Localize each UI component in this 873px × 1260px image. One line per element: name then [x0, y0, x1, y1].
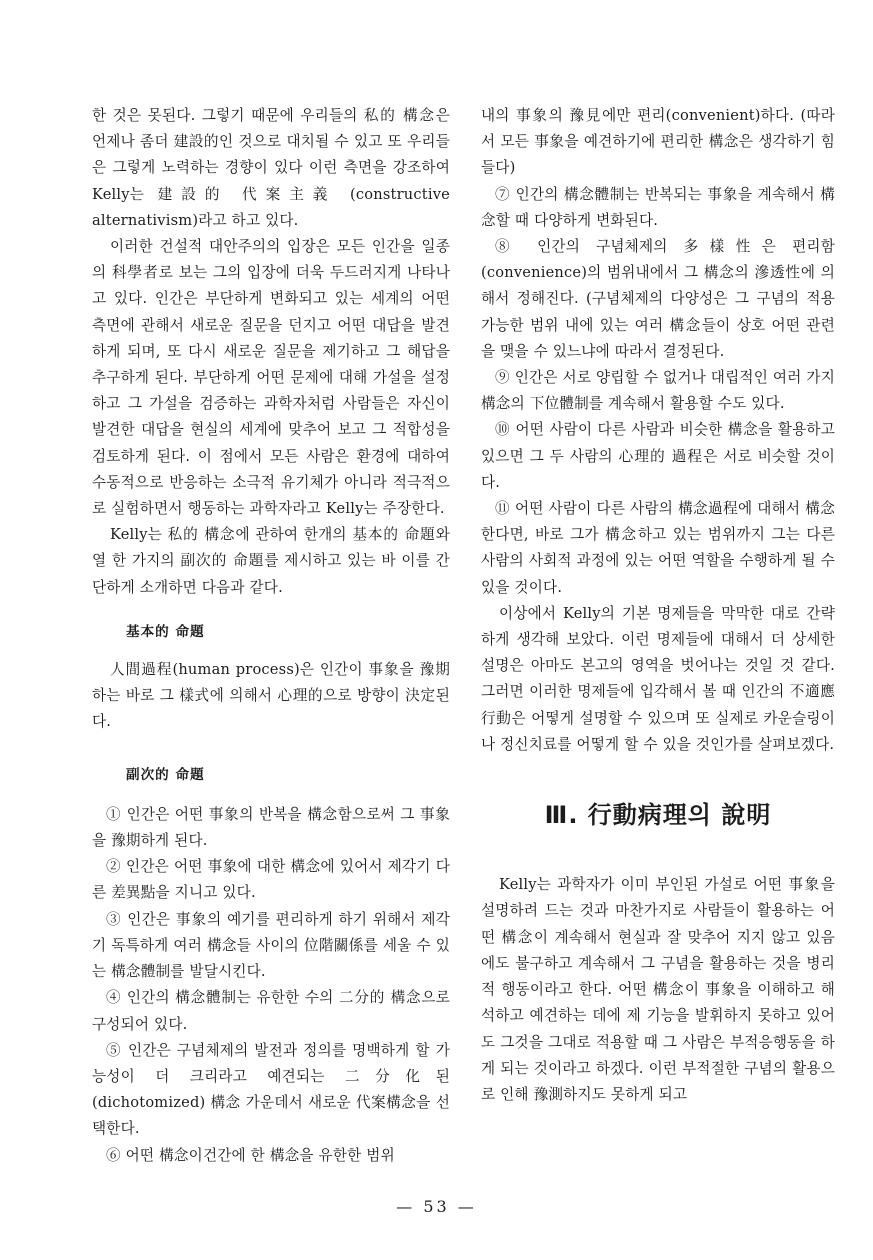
right-column [481, 103, 835, 1108]
secondary-proposition-heading: 副次的 命題 [126, 766, 205, 783]
proposition-item-7: ⑦ 인간의 構念體制는 반복되는 事象을 계속해서 構念할 때 다양하게 변화된다. [481, 185, 835, 229]
left-paragraph-2: 이러한 건설적 대안주의의 입장은 모든 인간을 일종의 科學者로 보는 그의 입장에 더욱 두드러지게 나타나고 있다. 인간은 부단하게 변화되고 있는 세계의 어떤 측면에 관해서 새로운 질문을 던지고 어떤 대답을 발견하게 되며, 또 다시 새로운 질문을 제기하고 그 해답을 추구하게 된다. 부단하게 어떤 문제에 대해 가설을 설정하고 그 가설을 검증하는 과학자처럼 사람들은 자신이 발견한 대답을 현실의 세계에 맞추어 보고 그 적합성을 검토하게 된다. 이 점에서 모든 사람은 환경에 대하여 수동적으로 반응하는 소극적 유기체가 아니라 적극적으로 실험하면서 행동하는 과학자라고 Kelly는 주장한다. [92, 238, 450, 518]
left-paragraph-3: Kelly는 私的 構念에 관하여 한개의 基本的 命題와 열 한 가지의 副次的 命題를 제시하고 있는 바 이를 간단하게 소개하면 다음과 같다. [92, 526, 450, 596]
basic-proposition-heading: 基本的 命題 [126, 623, 205, 640]
proposition-item-6: ⑥ 어떤 構念이건간에 한 構念을 유한한 범위 [106, 1146, 395, 1164]
proposition-item-3: ③ 인간은 事象의 예기를 편리하게 하기 위해서 제각기 독특하게 여러 構念들 사이의 位階關係를 세울 수 있는 構念體制를 발달시킨다. [92, 910, 450, 981]
page-number: — 53 — [396, 1197, 477, 1216]
proposition-item-11: ⑪ 어떤 사람이 다른 사람의 構念過程에 대해서 構念한다면, 바로 그가 構念하고 있는 범위까지 그는 다른 사람의 사회적 과정에 있는 어떤 역할을 수행하게 될 수 있을 것이다. [481, 500, 835, 596]
proposition-item-5: ⑤ 인간은 구념체제의 발전과 정의를 명백하게 할 가능성이 더 크리라고 예견되는 二分化된 (dichotomized) 構念 가운데서 새로운 代案構念을 선택한다. [92, 1041, 450, 1138]
proposition-item-10: ⑩ 어떤 사람이 다른 사람과 비슷한 構念을 활용하고 있으면 그 두 사람의 心理的 過程은 서로 비슷할 것이다. [481, 421, 835, 491]
section-title: Ⅲ. 行動病理의 說明 [544, 801, 772, 830]
section-paragraph: Kelly는 과학자가 이미 부인된 가설로 어떤 事象을 설명하려 드는 것과 마찬가지로 사람들이 활용하는 어떤 構念이 계속해서 현실과 잘 맞추어 지지 않고 있음에도 불구하고 계속해서 그 구념을 활용하는 것을 병리적 행동이라고 한다. 어떤 構念이 事象을 이해하고 해석하고 예견하는 데에 제 기능을 발휘하지 못하고 있어도 그것을 그대로 적용할 때 그 사람은 부적응행동을 하게 되는 것이라고 하겠다. 이런 부적절한 구념의 활용으로 인해 豫測하지도 못하게 되고 [481, 876, 835, 1103]
proposition-item-2: ② 인간은 어떤 事象에 대한 構念에 있어서 제각기 다른 差異點을 지니고 있다. [92, 858, 450, 902]
proposition-item-1: ① 인간은 어떤 事象의 반복을 構念함으로써 그 事象을 豫期하게 된다. [92, 805, 450, 850]
left-paragraph-1: 한 것은 못된다. 그렇기 때문에 우리들의 私的 構念은 언제나 좀더 建設的인 것으로 대치될 수 있고 또 우리들은 그렇게 노력하는 경향이 있다 이런 측면을 강조하여 Kelly는 建設的 代案主義 (constructive alternativism)라고 하고 있다. [92, 107, 450, 229]
proposition-item-8: ⑧ 인간의 구념체제의 多樣性은 편리함(convenience)의 범위내에서 그 構念의 滲透性에 의해서 정해진다. (구념체제의 다양성은 그 구념의 적용가능한 범위 내에 있는 여러 構念들이 상호 어떤 관련을 맺을 수 있느냐에 따라서 결정된다. [481, 238, 835, 360]
proposition-item-4: ④ 인간의 構念體制는 유한한 수의 二分的 構念으로 구성되어 있다. [92, 989, 450, 1033]
right-paragraph-1: 내의 事象의 豫見에만 편리(convenient)하다. (따라서 모든 事象을 예견하기에 편리한 構念은 생각하기 힘들다) [481, 107, 835, 177]
summary-paragraph: 이상에서 Kelly의 기본 명제들을 막막한 대로 간략하게 생각해 보았다. 이런 명제들에 대해서 더 상세한 설명은 아마도 본고의 영역을 벗어나는 것일 것 같다. 그러면 이러한 명제들에 입각해서 볼 때 인간의 不適應行動은 어떻게 설명할 수 있으며 또 실제로 카운슬링이나 정신치료를 어떻게 할 수 있을 것인가를 살펴보겠다. [481, 604, 835, 753]
left-column [92, 103, 450, 1169]
proposition-item-9: ⑨ 인간은 서로 양립할 수 없거나 대립적인 여러 가지 構念의 下位體制를 계속해서 활용할 수도 있다. [481, 369, 835, 413]
basic-proposition-text: 人間過程(human process)은 인간이 事象을 豫期하는 바로 그 樣式에 의해서 心理的으로 방향이 決定된다. [92, 661, 450, 731]
